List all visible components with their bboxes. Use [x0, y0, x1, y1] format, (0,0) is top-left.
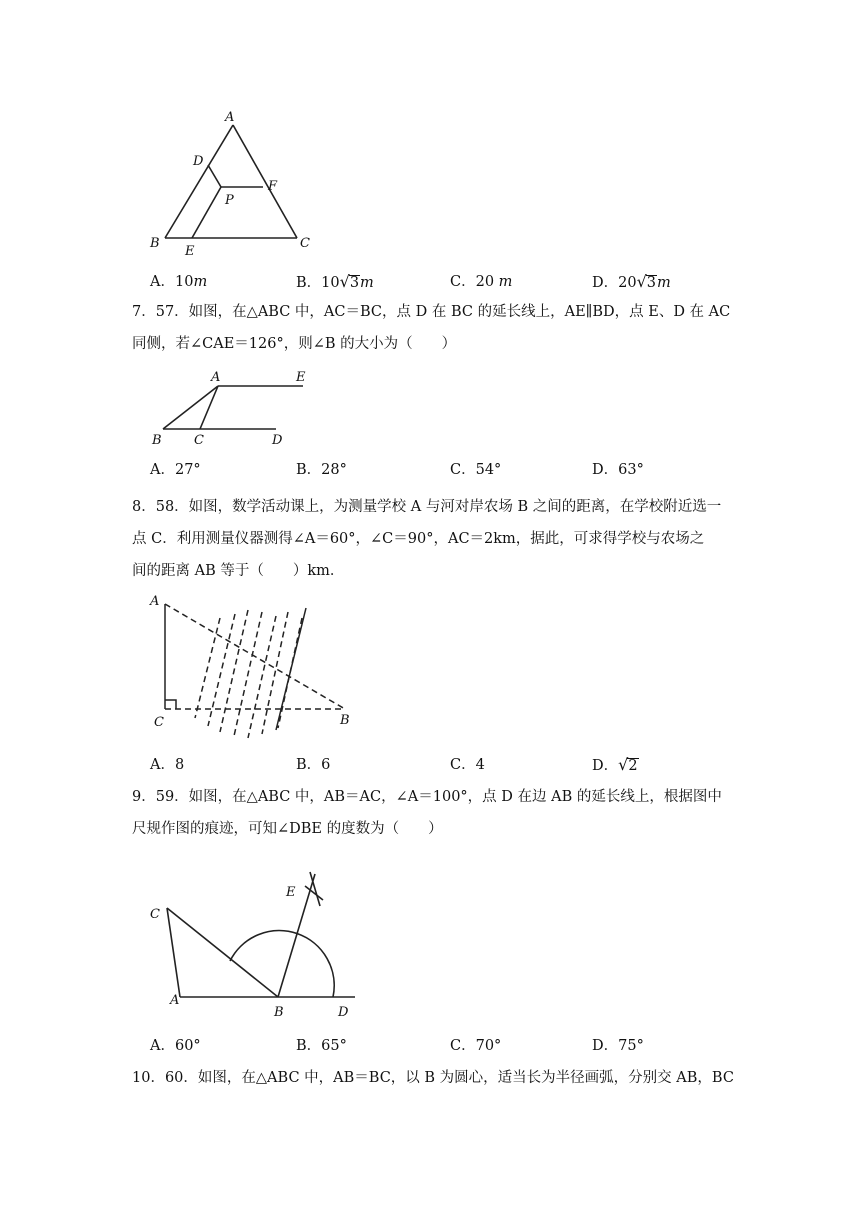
q9-label-a: A — [170, 993, 180, 1008]
q7-label-a: A — [211, 370, 221, 385]
q7-label-e: E — [296, 370, 306, 385]
radical-sign: √ — [636, 272, 647, 291]
q9-label-c: C — [150, 907, 160, 922]
fig1-label-a: A — [225, 110, 235, 125]
figure-q8-river — [140, 588, 370, 748]
fig1-label-e: E — [185, 244, 195, 259]
q7-option-c[interactable]: C．54° — [450, 462, 502, 478]
q9-option-b[interactable]: B．65° — [296, 1038, 347, 1054]
figure-q7 — [148, 366, 318, 451]
fig1-label-c: C — [300, 236, 310, 251]
q6-option-b[interactable]: B．10√3m — [296, 272, 374, 291]
q6-option-a[interactable]: A．10m — [150, 274, 208, 290]
q10-text-line1: 10．60．如图，在△ABC 中，AB＝BC，以 B 为圆心，适当长为半径画弧，分别交 AB，BC — [132, 1070, 734, 1086]
fig1-label-d: D — [193, 154, 204, 169]
q9-text-line1: 9．59．如图，在△ABC 中，AB＝AC，∠A＝100°，点 D 在边 AB 的延长线上，根据图中 — [132, 789, 722, 805]
q8-text-line1: 8．58．如图，数学活动课上，为测量学校 A 与河对岸农场 B 之间的距离，在学校附近选一 — [132, 499, 722, 515]
q8-text-line3: 间的距离 AB 等于（ ）km． — [132, 563, 345, 579]
q8-label-c: C — [154, 715, 164, 730]
fig1-label-b: B — [150, 236, 160, 251]
q8-option-b[interactable]: B．6 — [296, 757, 331, 773]
q7-label-b: B — [152, 433, 162, 448]
q9-option-c[interactable]: C．70° — [450, 1038, 502, 1054]
q7-text-line1: 7．57．如图，在△ABC 中，AC＝BC，点 D 在 BC 的延长线上，AE∥BD，点 E、D 在 AC — [132, 304, 731, 320]
q9-option-d[interactable]: D．75° — [592, 1038, 644, 1054]
q8-option-d[interactable]: D．√2 — [592, 755, 638, 774]
q8-label-b: B — [340, 713, 350, 728]
q7-option-d[interactable]: D．63° — [592, 462, 644, 478]
q9-label-d: D — [338, 1005, 349, 1020]
fig1-label-p: P — [225, 193, 234, 208]
q6-option-d[interactable]: D．20√3m — [592, 272, 671, 291]
q9-label-b: B — [274, 1005, 284, 1020]
q8-text-line2: 点 C．利用测量仪器测得∠A＝60°，∠C＝90°，AC＝2km，据此，可求得学校与农场之 — [132, 531, 705, 547]
q8-option-a[interactable]: A．8 — [150, 757, 185, 773]
q8-label-a: A — [150, 594, 160, 609]
radical-sign: √ — [618, 755, 629, 774]
q7-option-a[interactable]: A．27° — [150, 462, 201, 478]
q9-option-a[interactable]: A．60° — [150, 1038, 201, 1054]
q7-option-b[interactable]: B．28° — [296, 462, 347, 478]
q7-label-d: D — [272, 433, 283, 448]
figure-q9-construction — [140, 858, 365, 1023]
q6-option-c[interactable]: C．20 m — [450, 274, 513, 290]
radical-sign: √ — [339, 272, 350, 291]
q8-option-c[interactable]: C．4 — [450, 757, 485, 773]
q9-label-e: E — [286, 885, 296, 900]
q7-text-line2: 同侧，若∠CAE＝126°，则∠B 的大小为（ ） — [132, 336, 457, 352]
q9-text-line2: 尺规作图的痕迹，可知∠DBE 的度数为（ ） — [132, 821, 443, 837]
figure-triangle-def — [140, 105, 320, 265]
fig1-label-f: F — [268, 179, 278, 194]
q7-label-c: C — [194, 433, 204, 448]
